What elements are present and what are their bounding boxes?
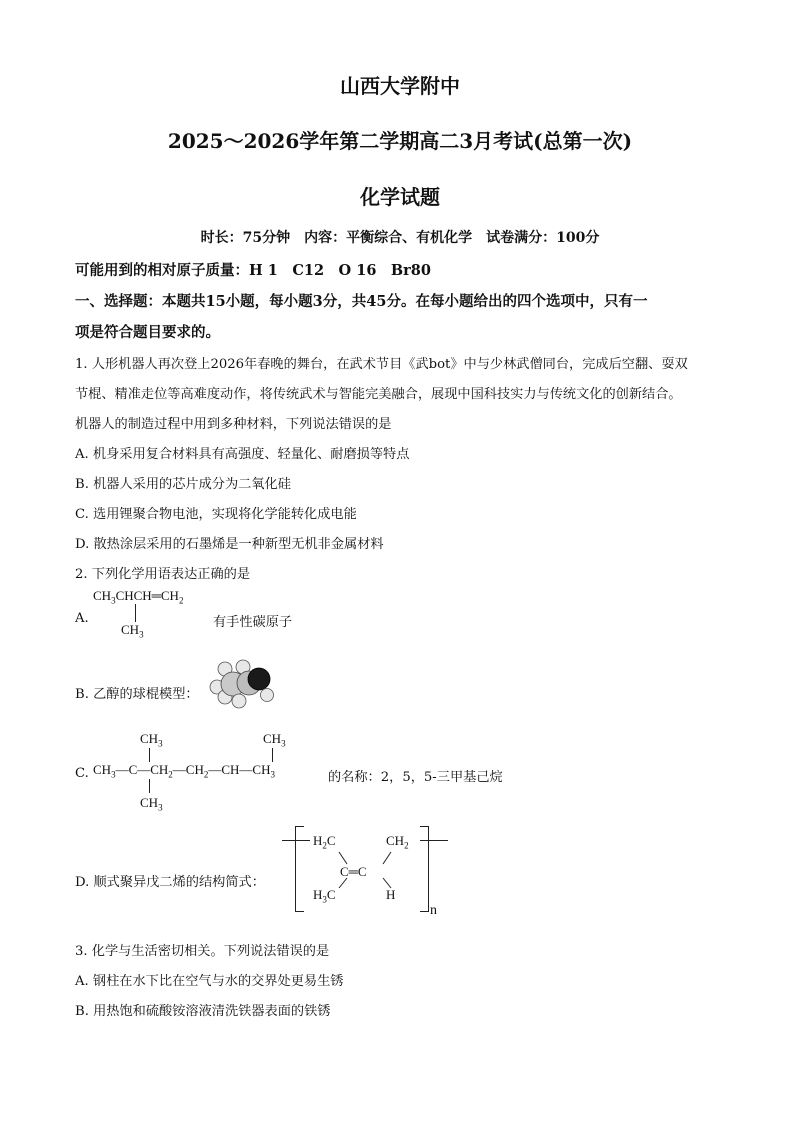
q2c-bond-up-right <box>272 748 273 762</box>
q2-option-d-text: D. 顺式聚异戊二烯的结构简式： <box>75 875 265 890</box>
q2-option-a-text: 有手性碳原子 <box>213 615 293 630</box>
polymer-h3c: $H_3C$ <box>313 887 336 905</box>
q2-option-a-label: A. <box>75 611 89 626</box>
q1-stem-line-1: 1. 人形机器人再次登上2026年春晚的舞台，在武术节目《武bot》中与少林武僧同台，完成后空翻、耍双 <box>75 357 688 372</box>
exam-meta: 时长：75分钟 内容：平衡综合、有机化学 试卷满分：100分 <box>200 230 600 246</box>
q2a-bond-line <box>135 604 136 622</box>
q2c-bond-up-left <box>149 748 150 762</box>
q2-option-c-text: 的名称：2，5，5-三甲基己烷 <box>328 770 503 785</box>
q1-option-a: A. 机身采用复合材料具有高强度、轻量化、耐磨损等特点 <box>75 447 410 462</box>
q1-option-c: C. 选用锂聚合物电池，实现将化学能转化成电能 <box>75 507 357 522</box>
q2c-ch3-bottom-left: $CH_3$ <box>140 795 163 813</box>
q2a-formula-branch: $CH_3$ <box>121 622 144 640</box>
q1-stem-line-2: 节棍、精准走位等高难度动作，将传统武术与智能完美融合，展现中国科技实力与传统文化的创新结合。 <box>75 387 682 402</box>
school-name: 山西大学附中 <box>340 74 460 98</box>
ethanol-ball-stick-model <box>203 657 275 709</box>
q2c-bond-down-left <box>149 779 150 793</box>
q2c-ch3-top-left: $CH_3$ <box>140 731 163 749</box>
subject-title: 化学试题 <box>360 185 440 209</box>
polymer-bond-right <box>420 840 448 841</box>
q2-stem: 2. 下列化学用语表达正确的是 <box>75 567 251 582</box>
q1-stem-line-3: 机器人的制造过程中用到多种材料，下列说法错误的是 <box>75 417 392 432</box>
polymer-bond-left <box>282 840 310 841</box>
q2-option-c-label: C. <box>75 766 89 781</box>
section-instruction-line-1: 一、选择题：本题共15小题，每小题3分，共45分。在每小题给出的四个选项中，只有一 <box>75 293 648 310</box>
section-instruction-line-2: 项是符合题目要求的。 <box>75 324 220 341</box>
exam-title: 2025～2026学年第二学期高二3月考试(总第一次) <box>167 129 633 153</box>
q2c-main-chain: $CH_3—C—CH_2—CH_2—CH—CH_3$ <box>93 762 275 780</box>
q3-option-b: B. 用热饱和硫酸铵溶液清洗铁器表面的铁锈 <box>75 1004 331 1019</box>
polymer-bond-lines <box>325 848 405 892</box>
polymer-ch2: $CH_2$ <box>386 833 409 851</box>
polymer-left-bracket <box>295 826 304 912</box>
polymer-right-bracket <box>420 826 429 912</box>
polymer-subscript-n: n <box>430 903 437 918</box>
q3-stem: 3. 化学与生活密切相关。下列说法错误的是 <box>75 944 330 959</box>
polymer-h: H <box>386 887 396 902</box>
q2c-ch3-top-right: $CH_3$ <box>263 731 286 749</box>
polymer-h2c: $H_2C$ <box>313 833 336 851</box>
q2-option-b-text: B. 乙醇的球棍模型： <box>75 687 199 702</box>
q1-option-b: B. 机器人采用的芯片成分为二氧化硅 <box>75 477 291 492</box>
atomic-mass-line: 可能用到的相对原子质量：H 1 C12 O 16 Br80 <box>75 262 431 279</box>
q1-option-d: D. 散热涂层采用的石墨烯是一种新型无机非金属材料 <box>75 537 384 552</box>
q3-option-a: A. 钢柱在水下比在空气与水的交界处更易生锈 <box>75 974 344 989</box>
q2a-formula-main: $CH_3CHCH═CH_2$ <box>93 588 184 606</box>
polymer-double-bond: C═C <box>340 864 367 879</box>
